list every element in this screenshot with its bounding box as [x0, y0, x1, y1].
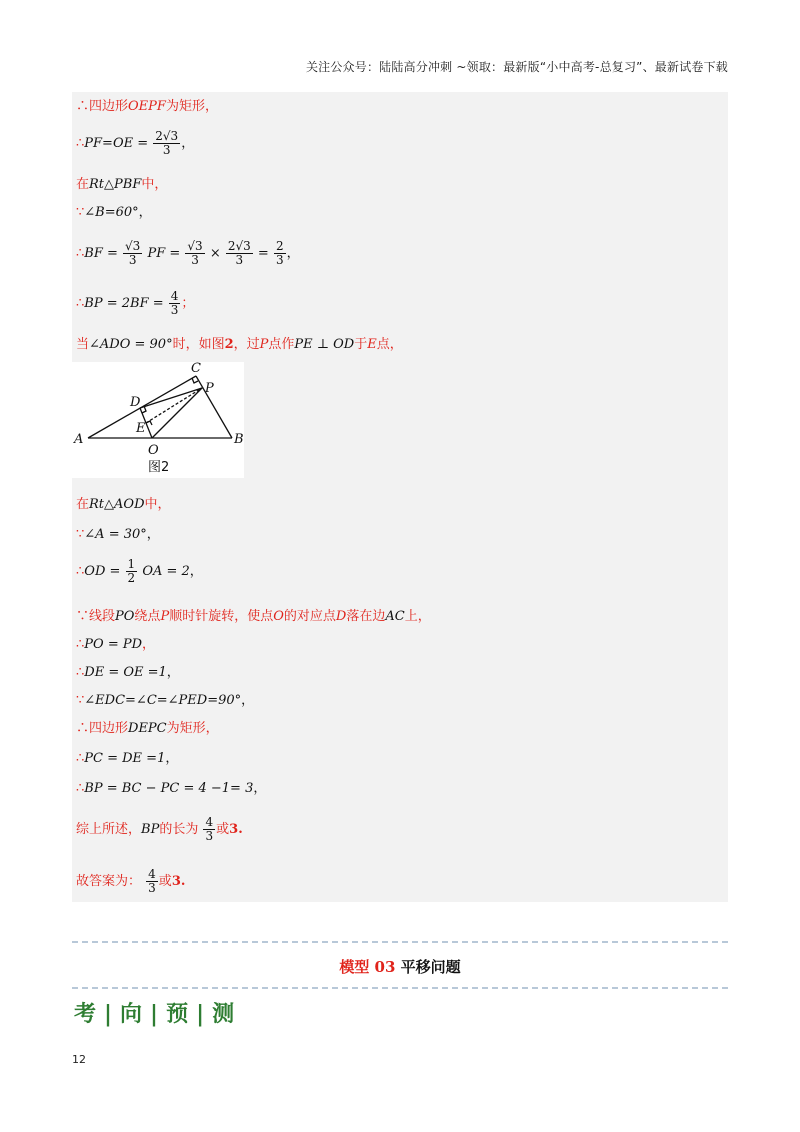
text: ∴	[76, 246, 85, 261]
text: ，	[286, 246, 300, 261]
math: PE ⊥ OD	[294, 337, 355, 352]
label-d: D	[130, 395, 141, 410]
page-header: 关注公众号：陆陆高分冲刺 ~领取：最新版“小中高考-总复习”、最新试卷下载	[305, 60, 728, 74]
text: ，	[181, 136, 195, 151]
text: ，	[165, 751, 179, 766]
model-title	[0, 956, 800, 977]
text: 3	[229, 822, 239, 837]
numerator: √3	[125, 239, 141, 253]
text: ∴	[76, 637, 85, 652]
text: 的对应点	[283, 609, 336, 624]
math: PC = DE =1	[84, 751, 166, 766]
numerator: 4	[170, 289, 179, 303]
text: 在	[76, 177, 90, 192]
text: 故答案为：	[76, 874, 142, 889]
line-3	[76, 176, 167, 194]
text: 于	[354, 337, 368, 352]
page-number: 12	[72, 1053, 86, 1066]
fraction	[126, 558, 138, 585]
numerator: 4	[205, 815, 214, 829]
math: BP = 2BF =	[84, 296, 164, 311]
math: ∠A = 30°	[84, 527, 147, 542]
label-p: P	[205, 381, 214, 396]
text: 综上所述，	[76, 822, 142, 837]
text: 的长为	[159, 822, 199, 837]
text: ，	[189, 564, 203, 579]
math: =	[257, 246, 269, 261]
text: P	[259, 337, 269, 352]
text: 中，	[141, 177, 168, 192]
denominator: 3	[275, 253, 284, 267]
text: P	[160, 609, 170, 624]
math: BP = BC − PC = 4 −1= 3	[84, 781, 254, 796]
text: .	[180, 874, 186, 889]
text: ，	[166, 665, 180, 680]
math: PO = PD	[84, 637, 143, 652]
line-7	[76, 336, 403, 354]
denominator: 3	[191, 253, 199, 267]
numerator: 4	[148, 867, 156, 881]
numerator: 1	[127, 557, 136, 571]
text: ∴四边形	[76, 99, 129, 114]
text: ，	[146, 527, 160, 542]
text: 当	[76, 337, 90, 352]
denominator: 2	[127, 571, 136, 585]
label-e: E	[136, 421, 146, 436]
math: DEPC	[128, 721, 167, 736]
text: 上，	[404, 609, 431, 624]
math: Rt△AOD	[89, 497, 145, 512]
text: ∴	[76, 564, 85, 579]
math: DE = OE =1	[84, 665, 167, 680]
model-name: 平移问题	[400, 958, 461, 976]
line-6	[76, 290, 194, 317]
text: 点作	[268, 337, 295, 352]
prediction-heading	[74, 997, 236, 1028]
text: ∵线段	[76, 609, 116, 624]
line-5	[76, 240, 300, 267]
text: ，	[142, 637, 156, 652]
line-10	[76, 558, 203, 585]
text: 中，	[144, 497, 171, 512]
numerator: √3	[187, 239, 203, 253]
text: 绕点	[134, 609, 161, 624]
math: OA = 2	[142, 564, 190, 579]
text: ∴	[76, 296, 85, 311]
heading-char: 考	[74, 1001, 99, 1027]
math: BP	[141, 822, 160, 837]
fraction	[123, 240, 142, 267]
text: ∴四边形	[76, 721, 129, 736]
fraction	[169, 290, 181, 317]
text: 落在边	[346, 609, 386, 624]
fraction	[153, 130, 180, 157]
line-4	[76, 204, 152, 222]
divider-bottom	[72, 987, 728, 989]
math: PO	[115, 609, 135, 624]
text: ∵	[76, 205, 85, 220]
label-c: C	[191, 362, 201, 376]
denominator: 3	[128, 253, 137, 267]
line-8	[76, 496, 171, 514]
line-11	[76, 608, 431, 626]
triangle-diagram	[72, 362, 244, 478]
text: 或	[158, 874, 172, 889]
line-1	[76, 98, 218, 116]
line-9	[76, 526, 160, 544]
fraction	[203, 816, 215, 843]
math: OD =	[84, 564, 121, 579]
line-15	[76, 720, 219, 738]
math: Rt△PBF	[89, 177, 142, 192]
math: ×	[209, 246, 221, 261]
text: ，过	[233, 337, 260, 352]
math: AC	[385, 609, 405, 624]
line-13	[76, 664, 180, 682]
text: ；	[181, 296, 195, 311]
fraction	[185, 240, 204, 267]
fraction	[226, 240, 253, 267]
label-b: B	[234, 432, 244, 447]
text: .	[238, 822, 243, 837]
figure-caption: 图2	[148, 460, 170, 475]
text: O	[273, 609, 284, 624]
denominator: 3	[148, 881, 156, 895]
math: BF =	[84, 246, 118, 261]
line-12	[76, 636, 155, 654]
segment-ep	[146, 388, 202, 423]
math: OEPF	[128, 99, 166, 114]
math: ∠EDC=∠C=∠PED=90°	[84, 693, 242, 708]
denominator: 3	[235, 253, 244, 267]
denominator: 3	[170, 303, 179, 317]
numerator: 2√3	[227, 239, 251, 253]
text: ∵	[76, 527, 85, 542]
text: ，	[253, 781, 267, 796]
denominator: 3	[205, 829, 214, 843]
label-a: A	[74, 432, 84, 447]
text: ∴	[76, 781, 85, 796]
text: E	[367, 337, 377, 352]
heading-char: 向	[120, 1001, 145, 1027]
line-17	[76, 780, 266, 798]
fraction	[146, 868, 158, 895]
math: PF =	[147, 246, 181, 261]
separator: |	[196, 1001, 207, 1027]
text: 或	[216, 822, 230, 837]
text: D	[335, 609, 347, 624]
text: ∴	[76, 136, 85, 151]
line-19	[76, 868, 185, 895]
text: ，	[241, 693, 255, 708]
separator: |	[150, 1001, 161, 1027]
solution-block	[72, 92, 728, 902]
numerator: 2√3	[155, 129, 179, 143]
line-16	[76, 750, 178, 768]
separator: |	[104, 1001, 115, 1027]
label-o: O	[148, 443, 159, 458]
line-14	[76, 692, 254, 710]
model-number: 模型 03	[339, 958, 396, 976]
math: ∠ADO = 90°	[89, 337, 173, 352]
text: ∴	[76, 665, 85, 680]
fraction	[274, 240, 286, 267]
text: 为矩形，	[166, 721, 219, 736]
text: ∵	[76, 693, 85, 708]
text: ∴	[76, 751, 85, 766]
math: PF=OE =	[84, 136, 149, 151]
divider-top	[72, 941, 728, 943]
line-2	[76, 130, 194, 157]
denominator: 3	[162, 143, 171, 157]
text: 为矩形，	[165, 99, 218, 114]
segment-cb	[196, 376, 232, 438]
text: 在	[76, 497, 90, 512]
numerator: 2	[275, 239, 284, 253]
math: ∠B=60°	[84, 205, 139, 220]
text: 顺时针旋转，使点	[169, 609, 274, 624]
heading-char: 预	[166, 1001, 191, 1027]
text: ，	[138, 205, 152, 220]
heading-char: 测	[212, 1001, 237, 1027]
figure-2	[72, 362, 244, 478]
text: 时，如图	[172, 337, 225, 352]
line-18	[76, 816, 243, 843]
text: 2	[224, 337, 234, 352]
text: 点，	[376, 337, 403, 352]
text: 3	[171, 874, 181, 889]
